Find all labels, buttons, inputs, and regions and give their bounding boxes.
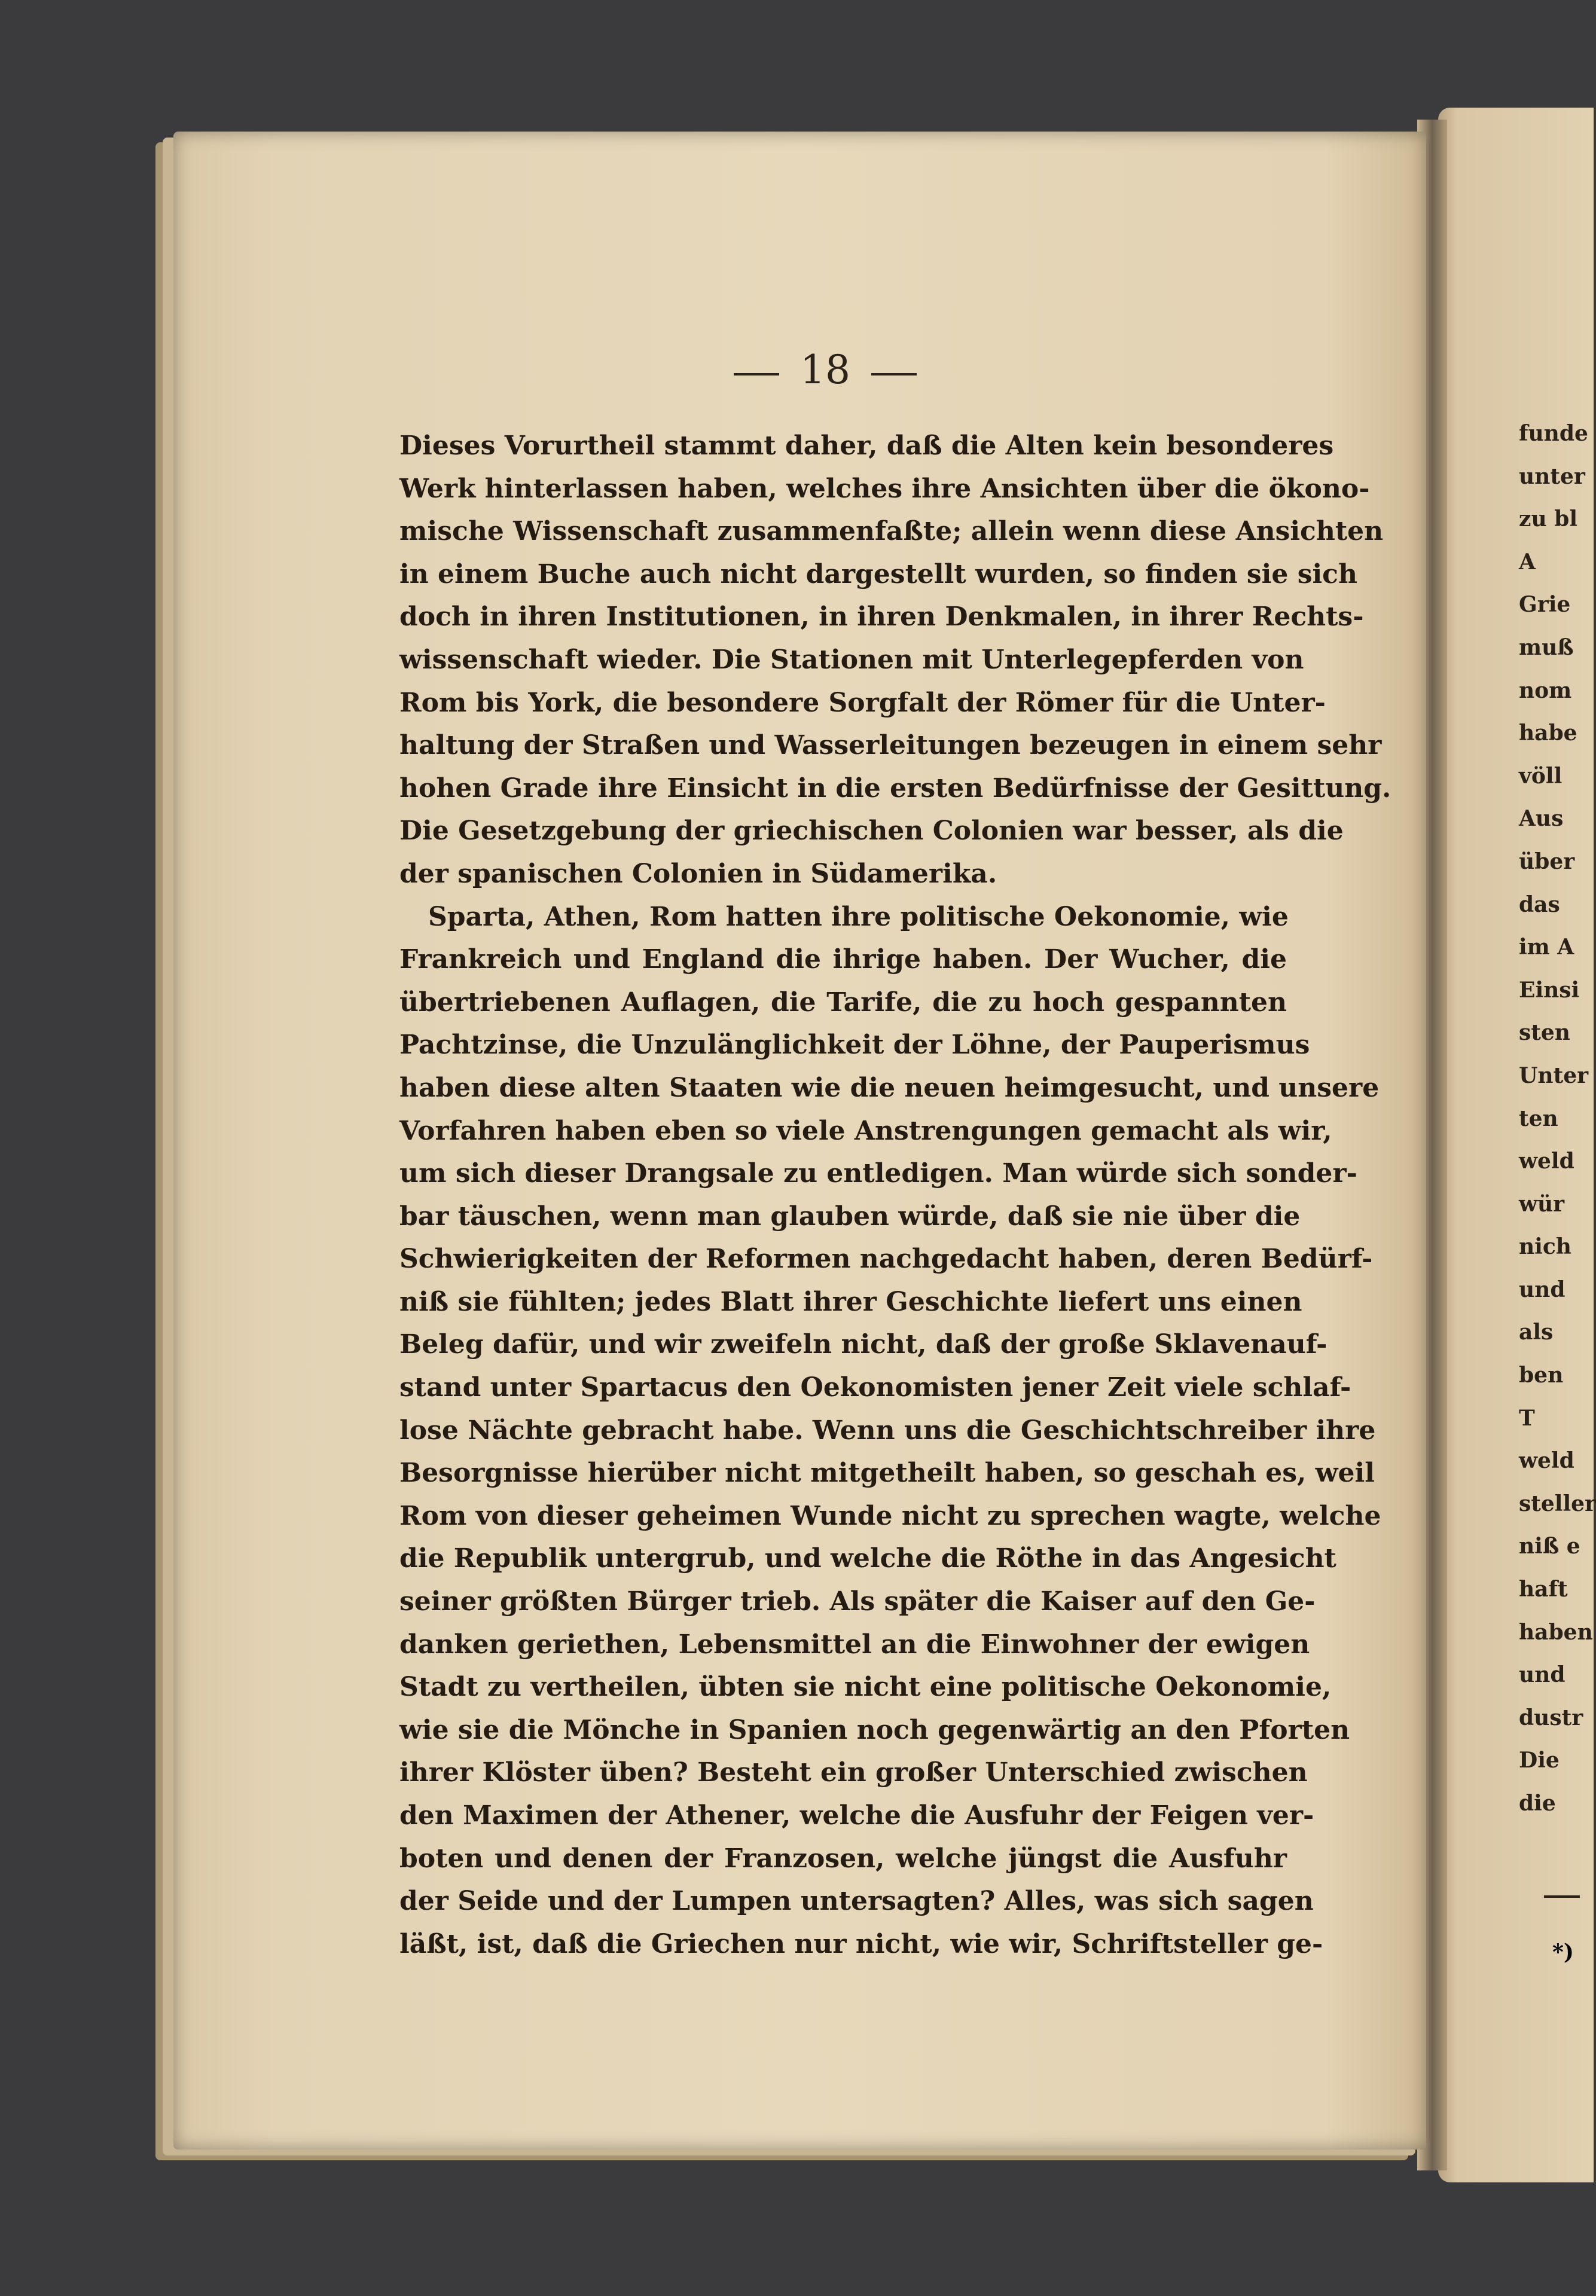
text-line: Rom bis York, die besondere Sorgfalt der Römer für die Unter- bbox=[399, 687, 1326, 718]
text-line: Beleg dafür, und wir zweifeln nicht, daß der große Sklavenauf- bbox=[399, 1329, 1328, 1360]
text-line: stand unter Spartacus den Oekonomisten jener Zeit viele schlaf- bbox=[399, 1372, 1351, 1403]
text-line: Dieses Vorurtheil stammt daher, daß die Alten kein besonderes bbox=[399, 430, 1334, 461]
facing-page-fragment: unter bbox=[1519, 463, 1585, 489]
text-line: den Maximen der Athener, welche die Ausfuhr der Feigen ver- bbox=[399, 1800, 1314, 1831]
text-line: übertriebenen Auflagen, die Tarife, die zu hoch gespannten bbox=[399, 987, 1287, 1018]
facing-page-fragment: zu bl bbox=[1519, 506, 1577, 532]
facing-page-fragment: haft bbox=[1519, 1577, 1568, 1602]
facing-page-fragment: niß e bbox=[1519, 1534, 1580, 1559]
page-number-value: 18 bbox=[800, 347, 850, 393]
facing-page-fragment: und bbox=[1519, 1662, 1566, 1688]
page-number bbox=[727, 347, 924, 401]
facing-page-fragment: ten bbox=[1519, 1106, 1558, 1131]
facing-page-fragment: ben bbox=[1519, 1363, 1564, 1388]
facing-page-fragment: Die bbox=[1519, 1748, 1560, 1773]
facing-page-fragment: weld bbox=[1519, 1448, 1574, 1474]
facing-page-fragment: muß bbox=[1519, 634, 1574, 660]
text-line: Pachtzinse, die Unzulänglichkeit der Löhne, der Pauperismus bbox=[399, 1030, 1310, 1061]
facing-page-fragment: weld bbox=[1519, 1149, 1574, 1174]
facing-page-text bbox=[1519, 413, 1596, 1825]
text-line: um sich dieser Drangsale zu entledigen. Man würde sich sonder- bbox=[399, 1158, 1357, 1189]
text-line: der spanischen Colonien in Südamerika. bbox=[399, 858, 997, 889]
facing-page-fragment: im A bbox=[1519, 935, 1574, 960]
page-number-dash-right bbox=[871, 373, 917, 375]
text-line: danken geriethen, Lebensmittel an die Einwohner der ewigen bbox=[399, 1629, 1310, 1660]
text-line: hohen Grade ihre Einsicht in die ersten Bedürfnisse der Gesittung. bbox=[399, 773, 1391, 804]
text-line: läßt, ist, daß die Griechen nur nicht, wie wir, Schriftsteller ge- bbox=[399, 1928, 1323, 1959]
body-text bbox=[399, 425, 1391, 1965]
facing-page-fragment: die bbox=[1519, 1791, 1556, 1816]
text-line: Sparta, Athen, Rom hatten ihre politische Oekonomie, wie bbox=[428, 901, 1289, 932]
text-line: Werk hinterlassen haben, welches ihre Ansichten über die ökono- bbox=[399, 473, 1370, 504]
facing-page-fragment: völl bbox=[1519, 763, 1563, 789]
text-line: haltung der Straßen und Wasserleitungen bezeugen in einem sehr bbox=[399, 730, 1382, 761]
text-line: Vorfahren haben eben so viele Anstrengungen gemacht als wir, bbox=[399, 1115, 1332, 1146]
footnote-rule bbox=[1544, 1895, 1580, 1898]
footnote-mark: *) bbox=[1552, 1940, 1574, 1965]
facing-page-fragment: Grie bbox=[1519, 592, 1571, 618]
text-line: Frankreich und England die ihrige haben. Der Wucher, die bbox=[399, 944, 1287, 975]
text-line: wie sie die Mönche in Spanien noch gegenwärtig an den Pforten bbox=[399, 1714, 1350, 1745]
text-line: in einem Buche auch nicht dargestellt wurden, so finden sie sich bbox=[399, 558, 1357, 590]
facing-page-fragment: nom bbox=[1519, 677, 1572, 703]
facing-page-fragment: das bbox=[1519, 891, 1560, 917]
facing-page-fragment: steller bbox=[1519, 1491, 1596, 1516]
facing-page-fragment: Aus bbox=[1519, 806, 1564, 832]
text-line: ihrer Klöster üben? Besteht ein großer Unterschied zwischen bbox=[399, 1757, 1308, 1788]
text-line: Die Gesetzgebung der griechischen Colonien war besser, als die bbox=[399, 816, 1344, 847]
text-line: Stadt zu vertheilen, übten sie nicht eine politische Oekonomie, bbox=[399, 1672, 1332, 1703]
facing-page-fragment: A bbox=[1519, 549, 1536, 575]
text-line: wissenschaft wieder. Die Stationen mit Unterlegepferden von bbox=[399, 644, 1304, 675]
facing-page-fragment: dustr bbox=[1519, 1705, 1583, 1730]
facing-page-fragment: Unter bbox=[1519, 1062, 1589, 1088]
text-line: mische Wissenschaft zusammenfaßte; allein wenn diese Ansichten bbox=[399, 516, 1384, 547]
text-line: niß sie fühlten; jedes Blatt ihrer Geschichte liefert uns einen bbox=[399, 1286, 1302, 1317]
text-line: der Seide und der Lumpen untersagten? Alles, was sich sagen bbox=[399, 1886, 1314, 1917]
facing-page-fragment: habe bbox=[1519, 720, 1577, 746]
facing-page-fragment: nich bbox=[1519, 1234, 1571, 1260]
text-line: haben diese alten Staaten wie die neuen heimgesucht, und unsere bbox=[399, 1072, 1380, 1103]
facing-page-fragment: T bbox=[1519, 1405, 1535, 1431]
facing-page-fragment: sten bbox=[1519, 1020, 1570, 1046]
text-line: die Republik untergrub, und welche die Röthe in das Angesicht bbox=[399, 1543, 1336, 1574]
facing-page-fragment: haben bbox=[1519, 1619, 1593, 1645]
text-line: bar täuschen, wenn man glauben würde, daß sie nie über die bbox=[399, 1201, 1301, 1232]
facing-page-fragment: wür bbox=[1519, 1191, 1565, 1217]
text-line: doch in ihren Institutionen, in ihren Denkmalen, in ihrer Rechts- bbox=[399, 602, 1364, 633]
text-line: seiner größten Bürger trieb. Als später die Kaiser auf den Ge- bbox=[399, 1586, 1316, 1617]
facing-page-fragment: über bbox=[1519, 848, 1575, 874]
facing-page-fragment: und bbox=[1519, 1277, 1566, 1302]
text-line: Rom von dieser geheimen Wunde nicht zu sprechen wagte, welche bbox=[399, 1500, 1381, 1531]
text-line: boten und denen der Franzosen, welche jüngst die Ausfuhr bbox=[399, 1843, 1287, 1874]
facing-page-fragment: als bbox=[1519, 1320, 1554, 1345]
text-line: Schwierigkeiten der Reformen nachgedacht haben, deren Bedürf- bbox=[399, 1244, 1373, 1275]
text-line: Besorgnisse hierüber nicht mitgetheilt haben, so geschah es, weil bbox=[399, 1458, 1375, 1489]
facing-page-fragment: Einsi bbox=[1519, 977, 1580, 1003]
text-line: lose Nächte gebracht habe. Wenn uns die Geschichtschreiber ihre bbox=[399, 1415, 1376, 1446]
facing-page-fragment: funde bbox=[1519, 421, 1588, 446]
